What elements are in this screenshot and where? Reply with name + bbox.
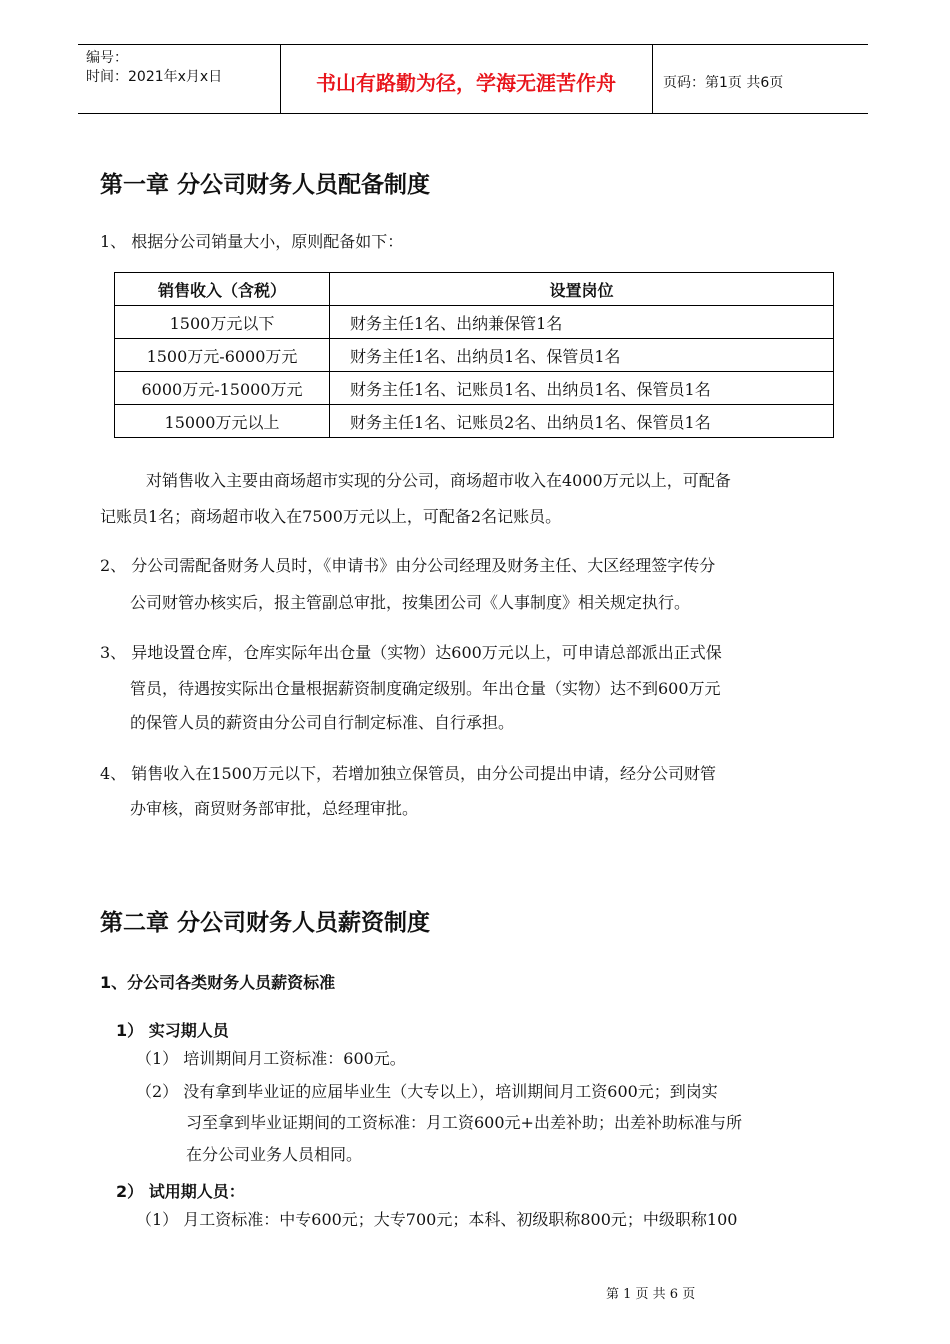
table-cell: 1500万元以下: [115, 306, 330, 339]
chapter1-item4: 办审核，商贸财务部审批，总经理审批。: [130, 799, 419, 818]
table-cell: 6000万元-15000万元: [115, 372, 330, 405]
chapter1-item3: 的保管人员的薪资由分公司自行制定标准、自行承担。: [130, 713, 515, 732]
table-header-cell: 销售收入（含税）: [115, 273, 330, 306]
chapter2-title: 第二章 分公司财务人员薪资制度: [100, 910, 431, 936]
chapter1-item1: 1、 根据分公司销量大小，原则配备如下：: [100, 232, 404, 251]
table-header-row: [115, 273, 834, 306]
list-item: 在分公司业务人员相同。: [186, 1145, 363, 1164]
table-cell: 财务主任1名、记账员2名、出纳员1名、保管员1名: [330, 405, 834, 438]
staffing-table: [114, 272, 834, 438]
header-meta: [86, 49, 222, 87]
header-number: 编号：: [86, 50, 128, 66]
table-cell: 财务主任1名、出纳兼保管1名: [330, 306, 834, 339]
table-row: [115, 306, 834, 339]
table-row: [115, 405, 834, 438]
chapter1-title: 第一章 分公司财务人员配备制度: [100, 172, 431, 198]
table-row: [115, 372, 834, 405]
note-line: 记账员1名；商场超市收入在7500万元以上，可配备2名记账员。: [100, 507, 562, 526]
list-item: （1） 培训期间月工资标准：600元。: [136, 1049, 406, 1068]
chapter1-item2: 公司财管办核实后，报主管副总审批，按集团公司《人事制度》相关规定执行。: [130, 593, 691, 612]
table-row: [115, 339, 834, 372]
table-header-cell: 设置岗位: [330, 273, 834, 306]
note-line: 对销售收入主要由商场超市实现的分公司，商场超市收入在4000万元以上，可配备: [146, 471, 731, 490]
chapter1-item2: 2、 分公司需配备财务人员时，《申请书》由分公司经理及财务主任、大区经理签字传分: [100, 556, 716, 575]
subsection-heading: 1） 实习期人员: [116, 1021, 229, 1040]
header-motto: 书山有路勤为径，学海无涯苦作舟: [316, 71, 616, 95]
table-cell: 财务主任1名、出纳员1名、保管员1名: [330, 339, 834, 372]
chapter1-item3: 3、 异地设置仓库，仓库实际年出仓量（实物）达600万元以上，可申请总部派出正式保: [100, 643, 722, 662]
chapter1-item3: 管员，待遇按实际出仓量根据薪资制度确定级别。年出仓量（实物）达不到600万元: [130, 679, 721, 698]
table-cell: 15000万元以上: [115, 405, 330, 438]
table-cell: 财务主任1名、记账员1名、出纳员1名、保管员1名: [330, 372, 834, 405]
table-cell: 1500万元-6000万元: [115, 339, 330, 372]
list-item: 习至拿到毕业证期间的工资标准：月工资600元+出差补助；出差补助标准与所: [186, 1113, 742, 1132]
list-item: （1） 月工资标准：中专600元；大专700元；本科、初级职称800元；中级职称100: [136, 1210, 738, 1229]
section-heading: 1、分公司各类财务人员薪资标准: [100, 973, 336, 992]
subsection-heading: 2） 试用期人员：: [116, 1182, 245, 1201]
list-item: （2） 没有拿到毕业证的应届毕业生（大专以上），培训期间月工资600元；到岗实: [136, 1082, 718, 1101]
header-divider: [652, 45, 653, 113]
header-page-number: 页码：第1页 共6页: [663, 75, 784, 91]
page-footer: 第 1 页 共 6 页: [606, 1287, 696, 1302]
page-header: [78, 44, 868, 114]
chapter1-item4: 4、 销售收入在1500万元以下，若增加独立保管员，由分公司提出申请，经分公司财管: [100, 764, 716, 783]
header-time: 时间：2021年x月x日: [86, 69, 223, 85]
